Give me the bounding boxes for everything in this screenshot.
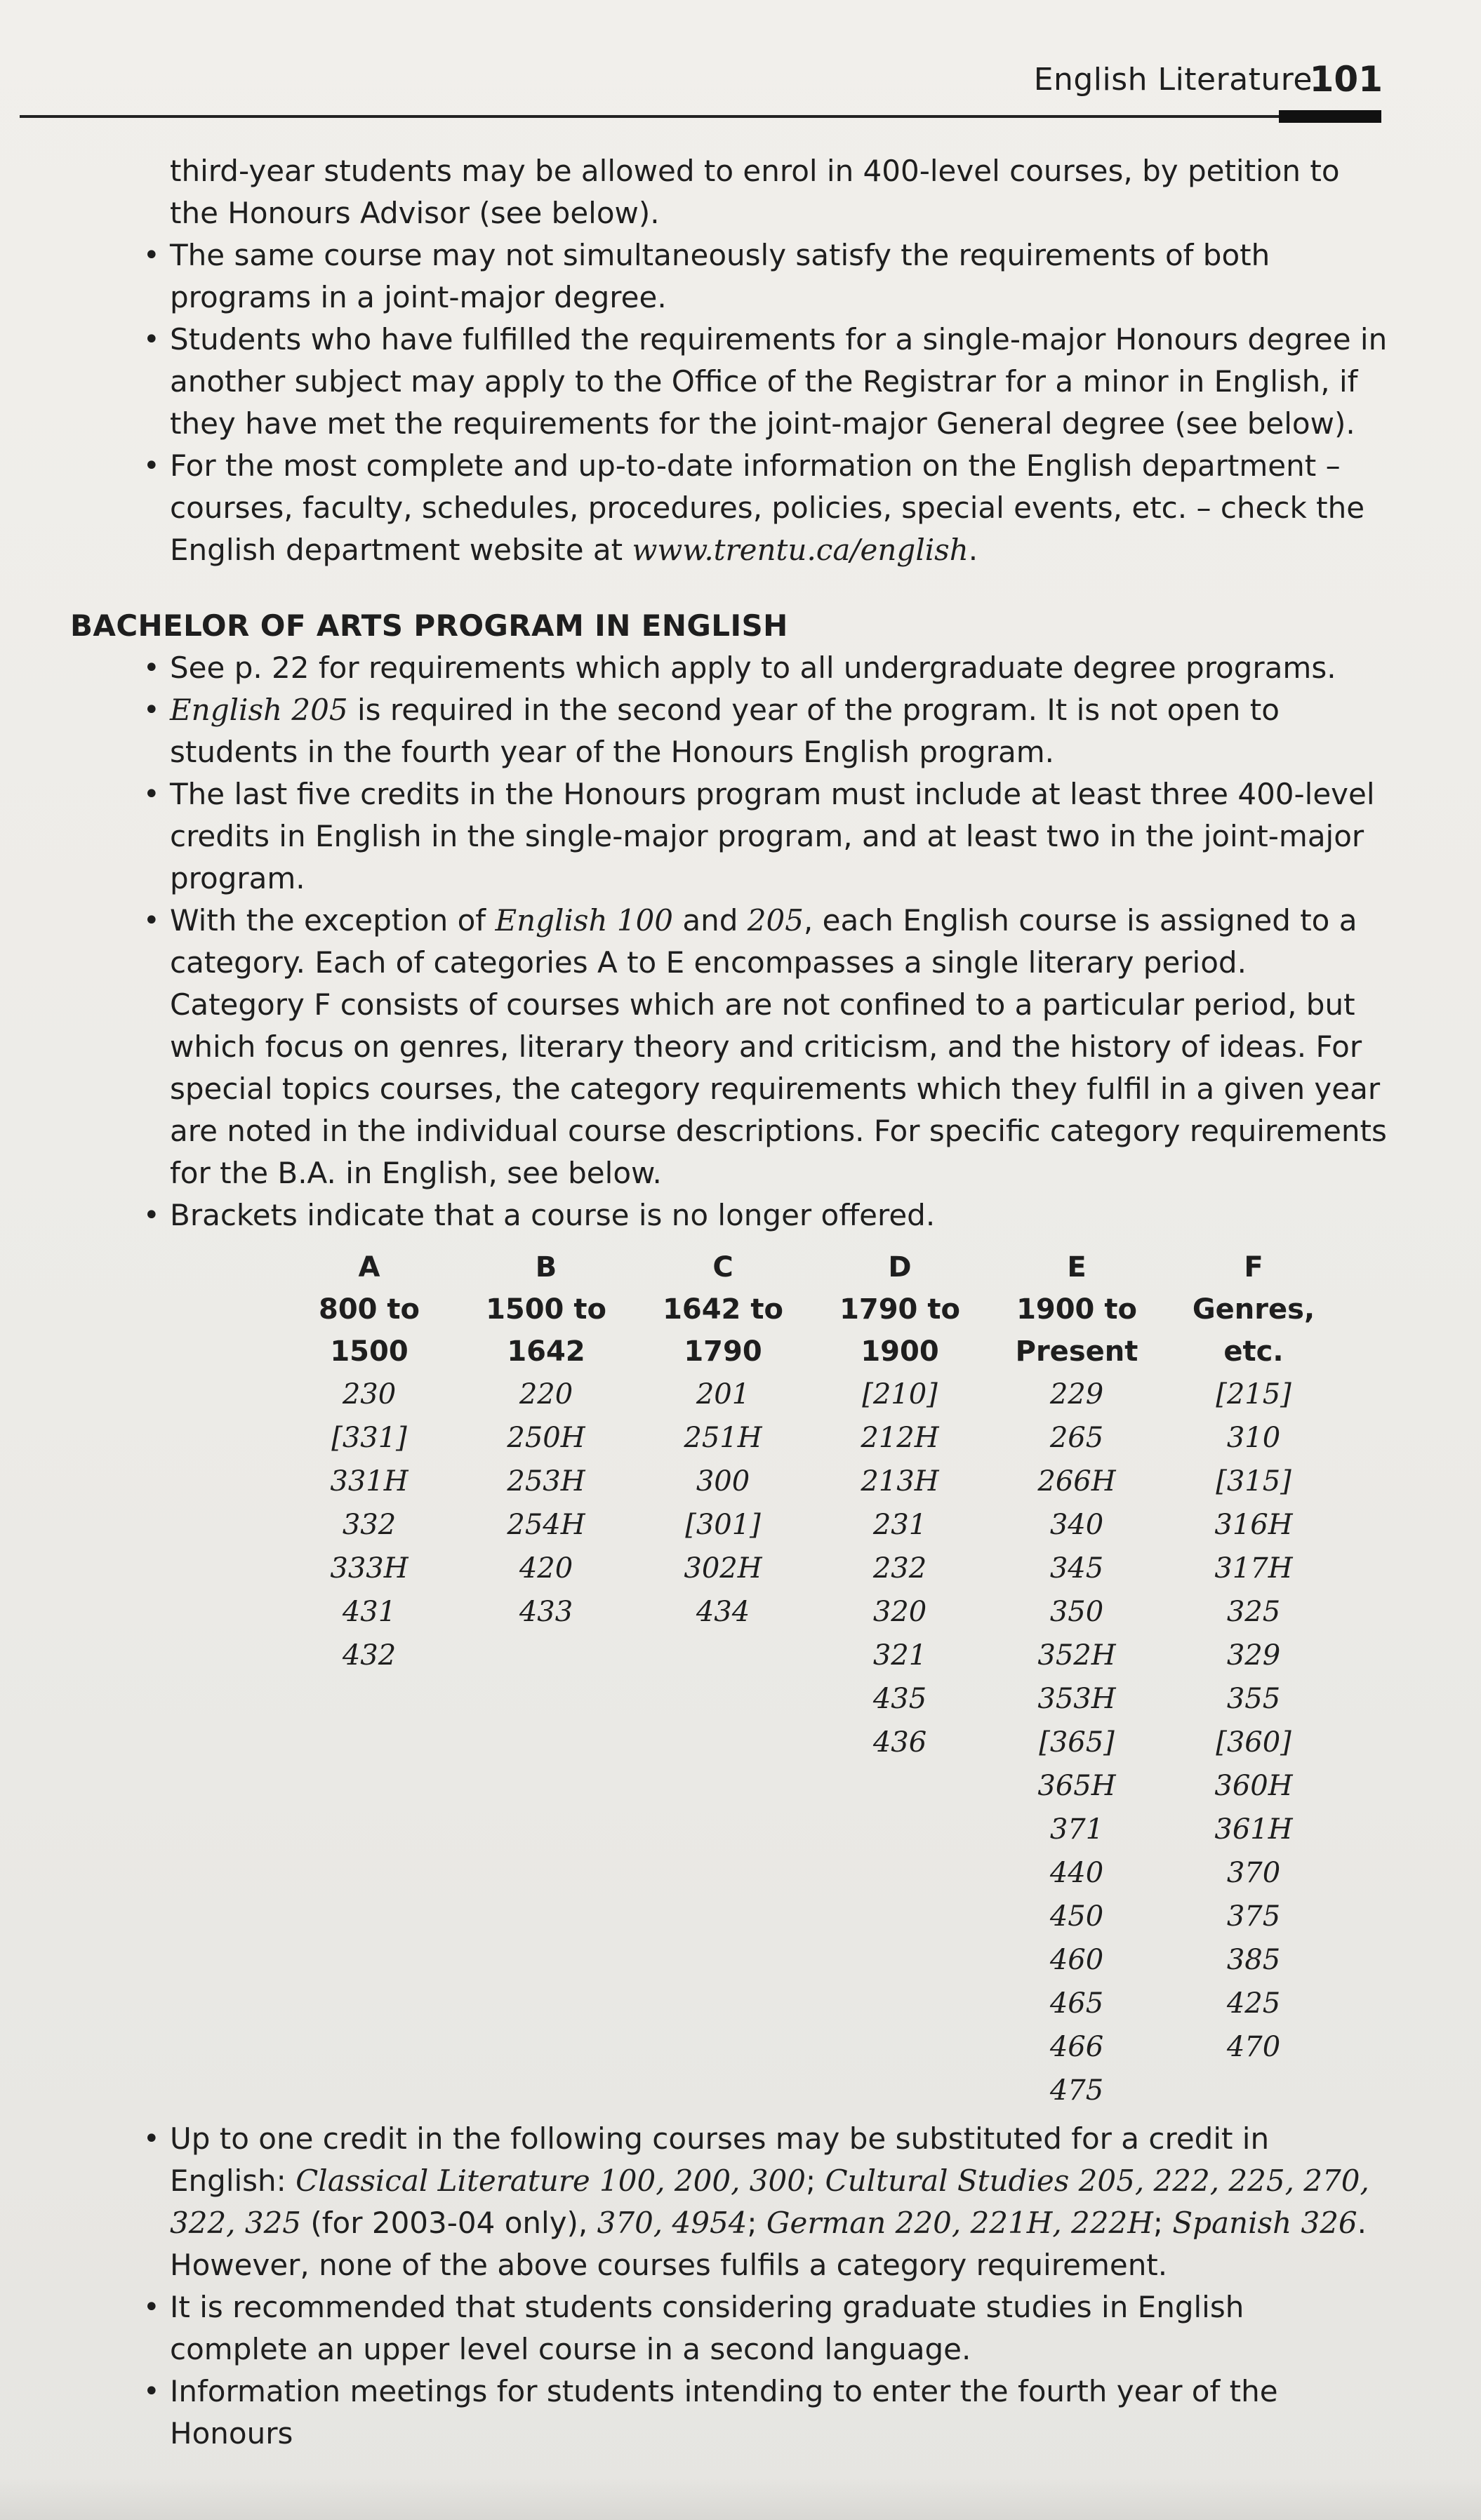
course-cell: 251H	[684, 1422, 762, 1454]
course-cell: 232	[872, 1552, 927, 1585]
course-cell	[635, 1895, 811, 1938]
separator: ;	[805, 2164, 825, 2198]
category-period: Genres,	[1192, 1293, 1315, 1326]
page-bottom-edge	[0, 2478, 1481, 2520]
table-row	[281, 2069, 1342, 2112]
course-cell: [210]	[862, 1378, 938, 1411]
course-cell	[458, 1677, 635, 1721]
course-cell: 436	[872, 1726, 927, 1759]
table-row	[281, 1590, 1342, 1634]
separator: (for 2003-04 only),	[301, 2206, 597, 2240]
table-row	[281, 1547, 1342, 1590]
intro-bullet-joint-major: • The same course may not simultaneously satisfy the requirements of both programs in a joint-major degree.	[70, 234, 1390, 319]
course-cell	[635, 2025, 811, 2069]
course-cell: 230	[342, 1378, 397, 1411]
bullet-second-language: • It is recommended that students considering graduate studies in English complete an upper level course in a second language.	[70, 2286, 1390, 2371]
substitution-prefix: Up to one credit in the following courses may be substituted for a credit in English:	[170, 2121, 1270, 2198]
intro-bullet-list	[70, 234, 1390, 571]
course-cell	[635, 1721, 811, 1764]
course-cell: 365H	[1037, 1770, 1116, 1802]
course-cell	[811, 1764, 988, 1808]
ba-bullet-brackets: • Brackets indicate that a course is no longer offered.	[70, 1194, 1390, 1236]
course-cell	[811, 1851, 988, 1895]
categories-and: and	[673, 903, 748, 938]
course-cell: 333H	[330, 1552, 409, 1585]
category-letter: C	[712, 1251, 733, 1284]
course-classical-literature: Classical Literature 100, 200, 300	[295, 2164, 806, 2198]
course-cell: 253H	[507, 1465, 585, 1498]
categories-prefix: With the exception of	[170, 903, 496, 938]
ba-bullet-list	[70, 647, 1390, 1236]
course-cell: 352H	[1037, 1639, 1116, 1672]
course-cell	[281, 1938, 458, 1982]
course-cell: 465	[1049, 1987, 1104, 2020]
category-period: 800 to	[318, 1293, 420, 1326]
table-row	[281, 1677, 1342, 1721]
course-cell: 316H	[1214, 1509, 1293, 1541]
category-period: 1642 to	[663, 1293, 783, 1326]
ba-bullet-categories	[70, 900, 1390, 1194]
course-cell: 371	[1049, 1813, 1104, 1846]
header-rule	[20, 115, 1374, 118]
intro-continuation: third-year students may be allowed to enrol in 400-level courses, by petition to the Honours Advisor (see below).	[170, 154, 1340, 230]
category-table-body	[281, 1373, 1342, 2112]
course-205: 205	[747, 903, 804, 938]
course-cell: 317H	[1214, 1552, 1293, 1585]
course-cell: 370	[1226, 1857, 1281, 1889]
course-german: German 220, 221H, 222H	[766, 2206, 1153, 2240]
course-cell: 250H	[507, 1422, 585, 1454]
table-row	[281, 2025, 1342, 2069]
category-period-end-row	[281, 1331, 1342, 1373]
course-cell: 440	[1049, 1857, 1104, 1889]
website-end: .	[968, 533, 978, 567]
intro-bullet-website	[70, 445, 1390, 571]
table-row	[281, 1938, 1342, 1982]
course-cell: 355	[1226, 1683, 1281, 1715]
table-row	[281, 1982, 1342, 2025]
category-letter-row	[281, 1246, 1342, 1288]
course-cell: 350	[1049, 1596, 1104, 1628]
course-cell: 231	[872, 1509, 927, 1541]
separator: ;	[1153, 2206, 1173, 2240]
course-cell: 320	[872, 1596, 927, 1628]
table-row	[281, 1721, 1342, 1764]
course-cell: [365]	[1039, 1726, 1115, 1759]
separator: ;	[747, 2206, 766, 2240]
course-cell: 431	[342, 1596, 397, 1628]
ba-bullet-requirements: • See p. 22 for requirements which apply to all undergraduate degree programs.	[70, 647, 1390, 689]
table-row	[281, 1634, 1342, 1677]
course-cell: 450	[1049, 1900, 1104, 1933]
intro-bullet-minor: • Students who have fulfilled the requirements for a single-major Honours degree in another subject may apply to the Office of the Registrar for a minor in English, if they have met the requirements for the joint-major General degree (see below).	[70, 319, 1390, 445]
table-row	[281, 1764, 1342, 1808]
course-cell: 254H	[507, 1509, 585, 1541]
course-cell: 266H	[1037, 1465, 1116, 1498]
bullet-substitution	[70, 2118, 1390, 2286]
course-cell	[458, 1634, 635, 1677]
course-cell: 470	[1226, 2031, 1281, 2063]
course-cell	[635, 1634, 811, 1677]
website-link[interactable]: www.trentu.ca/english	[632, 533, 969, 567]
course-cell	[458, 2025, 635, 2069]
table-row	[281, 1460, 1342, 1503]
course-cell	[635, 1938, 811, 1982]
course-cell	[635, 1677, 811, 1721]
table-row	[281, 1373, 1342, 1416]
course-cell	[635, 1982, 811, 2025]
course-english-205: English 205	[170, 693, 348, 727]
course-cell: 220	[519, 1378, 573, 1411]
table-row	[281, 1808, 1342, 1851]
course-cell: 360H	[1214, 1770, 1293, 1802]
substitution-suffix: . However, none of the above courses fulfils a category requirement.	[170, 2206, 1367, 2282]
course-cell	[1165, 2069, 1342, 2112]
course-cell: 435	[872, 1683, 927, 1715]
category-period: 1790 to	[839, 1293, 960, 1326]
course-cell: 302H	[684, 1552, 762, 1585]
course-cell: 385	[1226, 1944, 1281, 1976]
course-cell: 332	[342, 1509, 397, 1541]
category-letter: F	[1244, 1251, 1263, 1284]
course-cell	[281, 1851, 458, 1895]
category-period: 1900 to	[1016, 1293, 1137, 1326]
category-period: 1500 to	[486, 1293, 606, 1326]
course-cell	[281, 2025, 458, 2069]
course-cell: 212H	[861, 1422, 939, 1454]
course-cell	[811, 1982, 988, 2025]
running-header-title: English Literature	[1033, 62, 1313, 98]
course-cell: 345	[1049, 1552, 1104, 1585]
course-cell: 420	[519, 1552, 573, 1585]
course-cell: 325	[1226, 1596, 1281, 1628]
website-text: For the most complete and up-to-date information on the English department – courses, faculty, schedules, procedures, policies, special events, etc. – check the English department website at	[170, 448, 1365, 567]
category-period-start-row	[281, 1288, 1342, 1331]
ba-bullet-last-five-credits: • The last five credits in the Honours program must include at least three 400-level credits in English in the single-major program, and at least two in the joint-major program.	[70, 773, 1390, 900]
page-number: 101	[1309, 59, 1383, 100]
course-cell: 213H	[861, 1465, 939, 1498]
course-cultural-studies: Cultural Studies 205, 222, 225, 270, 322, 325	[170, 2164, 1369, 2240]
course-cell	[811, 1808, 988, 1851]
category-period: Present	[1015, 1335, 1138, 1368]
course-cell: [301]	[685, 1509, 761, 1541]
course-cell	[811, 2025, 988, 2069]
section-heading: BACHELOR OF ARTS PROGRAM IN ENGLISH	[70, 608, 788, 643]
course-cell	[281, 1677, 458, 1721]
course-cell: 433	[519, 1596, 573, 1628]
course-cell	[281, 2069, 458, 2112]
course-cell: 329	[1226, 1639, 1281, 1672]
course-cell: 229	[1049, 1378, 1104, 1411]
course-spanish: Spanish 326	[1172, 2206, 1357, 2240]
table-row	[281, 1416, 1342, 1460]
bullet-information-meetings: • Information meetings for students intending to enter the fourth year of the Honours	[70, 2371, 1390, 2455]
english-205-text: is required in the second year of the program. It is not open to students in the fourth year of the Honours English program.	[170, 693, 1280, 769]
course-cell: 375	[1226, 1900, 1281, 1933]
course-cell: 475	[1049, 2074, 1104, 2107]
course-370-4954: 370, 4954	[597, 2206, 748, 2240]
course-cell: 310	[1226, 1422, 1281, 1454]
course-cell	[635, 1764, 811, 1808]
course-cell	[458, 1721, 635, 1764]
course-cell	[281, 1721, 458, 1764]
course-cell	[458, 1895, 635, 1938]
category-letter: A	[358, 1251, 380, 1284]
course-cell: 460	[1049, 1944, 1104, 1976]
table-row	[281, 1895, 1342, 1938]
course-cell: 331H	[330, 1465, 409, 1498]
course-cell	[635, 2069, 811, 2112]
course-cell	[458, 1764, 635, 1808]
category-letter: E	[1067, 1251, 1087, 1284]
course-cell	[281, 1895, 458, 1938]
course-cell	[458, 1851, 635, 1895]
category-period: etc.	[1223, 1335, 1284, 1368]
course-cell: 432	[342, 1639, 397, 1672]
category-letter: B	[535, 1251, 557, 1284]
course-cell: 321	[872, 1639, 927, 1672]
course-cell	[458, 1938, 635, 1982]
course-cell	[281, 1764, 458, 1808]
table-row	[281, 1503, 1342, 1547]
course-cell: 300	[696, 1465, 750, 1498]
course-cell	[281, 1982, 458, 2025]
after-table-bullet-list	[70, 2118, 1390, 2455]
header-tab-marker	[1279, 110, 1381, 123]
course-cell	[458, 2069, 635, 2112]
course-cell: 425	[1226, 1987, 1281, 2020]
course-cell: 434	[696, 1596, 750, 1628]
course-cell: 340	[1049, 1509, 1104, 1541]
categories-text: , each English course is assigned to a category. Each of categories A to E encompasses a single literary period. Category F consists of courses which are not confined to a particular period, but which focus on genres, literary theory and criticism, and the history of ideas. For special topics courses, the category requirements which they fulfil in a given year are noted in the individual course descriptions. For specific category requirements for the B.A. in English, see below.	[170, 903, 1387, 1190]
course-cell: [360]	[1216, 1726, 1291, 1759]
course-cell	[281, 1808, 458, 1851]
course-cell	[635, 1851, 811, 1895]
course-cell: 466	[1049, 2031, 1104, 2063]
category-period: 1642	[507, 1335, 585, 1368]
course-cell	[811, 1895, 988, 1938]
course-cell: 201	[696, 1378, 750, 1411]
ba-bullet-english-205	[70, 689, 1390, 773]
course-cell: [331]	[331, 1422, 407, 1454]
course-cell: [315]	[1216, 1465, 1291, 1498]
category-table	[281, 1246, 1342, 2112]
category-period: 1500	[330, 1335, 409, 1368]
course-cell	[811, 2069, 988, 2112]
category-period: 1790	[684, 1335, 762, 1368]
course-cell: 353H	[1037, 1683, 1116, 1715]
category-period: 1900	[861, 1335, 939, 1368]
course-cell	[458, 1808, 635, 1851]
course-english-100: English 100	[495, 903, 674, 938]
table-row	[281, 1851, 1342, 1895]
page-content	[70, 150, 1390, 2455]
course-cell: 361H	[1214, 1813, 1293, 1846]
course-cell: [215]	[1216, 1378, 1291, 1411]
course-cell	[458, 1982, 635, 2025]
course-cell	[811, 1938, 988, 1982]
category-letter: D	[888, 1251, 912, 1284]
course-cell: 265	[1049, 1422, 1104, 1454]
course-cell	[635, 1808, 811, 1851]
